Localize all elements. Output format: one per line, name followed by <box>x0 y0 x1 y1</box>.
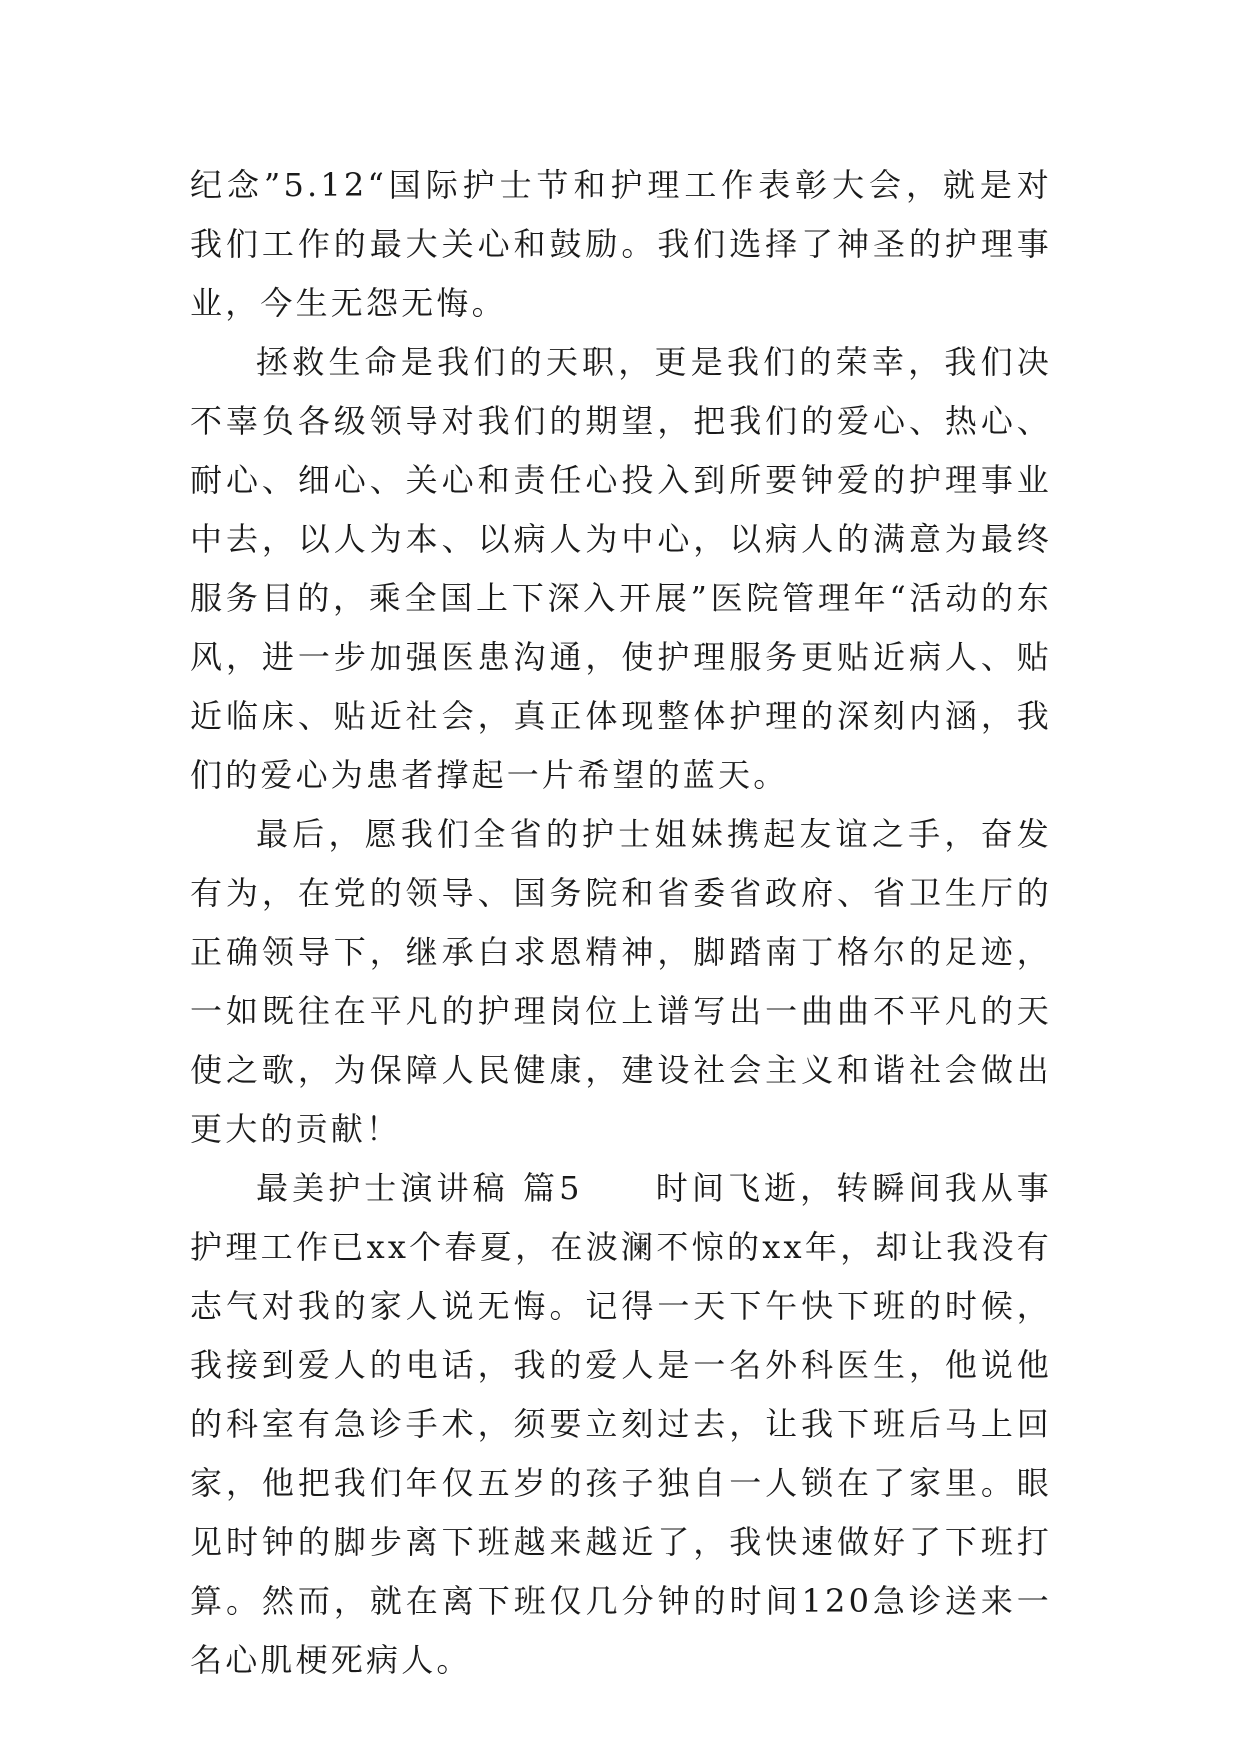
paragraph-4: 最美护士演讲稿 篇5 时间飞逝，转瞬间我从事护理工作已xx个春夏，在波澜不惊的xx年，却让我没有志气对我的家人说无悔。记得一天下午快下班的时候，我接到爱人的电话，我的爱人是一名外科医生，他说他的科室有急诊手术，须要立刻过去，让我下班后马上回家，他把我们年仅五岁的孩子独自一人锁在了家里。眼见时钟的脚步离下班越来越近了，我快速做好了下班打算。然而，就在离下班仅几分钟的时间120急诊送来一名心肌梗死病人。 <box>190 1169 1052 1679</box>
paragraph-1: 纪念”5.12“国际护士节和护理工作表彰大会，就是对我们工作的最大关心和鼓励。我们选择了神圣的护理事业，今生无怨无悔。 <box>190 166 1052 322</box>
paragraph-2: 拯救生命是我们的天职，更是我们的荣幸，我们决不辜负各级领导对我们的期望，把我们的爱心、热心、耐心、细心、关心和责任心投入到所要钟爱的护理事业中去，以人为本、以病人为中心，以病人的满意为最终服务目的，乘全国上下深入开展”医院管理年“活动的东风，进一步加强医患沟通，使护理服务更贴近病人、贴近临床、贴近社会，真正体现整体护理的深刻内涵，我们的爱心为患者撑起一片希望的蓝天。 <box>190 343 1052 794</box>
document-body <box>190 156 1052 1690</box>
paragraph-3: 最后，愿我们全省的护士姐妹携起友谊之手，奋发有为，在党的领导、国务院和省委省政府、省卫生厅的正确领导下，继承白求恩精神，脚踏南丁格尔的足迹，一如既往在平凡的护理岗位上谱写出一曲曲不平凡的天使之歌，为保障人民健康，建设社会主义和谐社会做出更大的贡献！ <box>190 815 1052 1148</box>
